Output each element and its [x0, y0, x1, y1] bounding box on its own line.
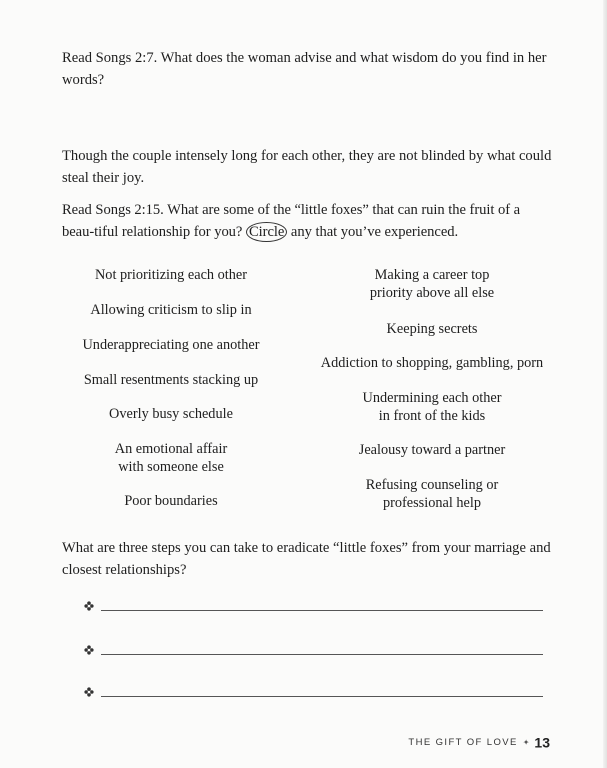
answer-line-2[interactable] [101, 654, 543, 655]
fox-item-line: in front of the kids [378, 408, 486, 424]
fox-item-line: Making a career top [374, 267, 490, 283]
fox-item-line: priority above all else [369, 285, 495, 301]
answer-line-1[interactable] [101, 610, 543, 611]
circled-word: Circle [246, 222, 287, 242]
fox-item-line: Undermining each other [362, 390, 502, 406]
fox-item-two-line [317, 389, 547, 425]
couple-paragraph: Though the couple intensely long for each other, they are not blinded by what could steal their joy. [62, 148, 552, 186]
fox-item-two-line [56, 440, 286, 476]
question2-text-before: Read Songs 2:15. What are some of the “little foxes” that can ruin the fruit of a beau-tiful relationship for you? [62, 202, 521, 240]
answer-row-2 [84, 645, 544, 661]
fox-item-two-line [317, 266, 547, 302]
question-three-steps: What are three steps you can take to eradicate “little foxes” from your marriage and closest relationships? [62, 540, 551, 578]
question-songs-2-15 [62, 199, 552, 243]
fox-item: Addiction to shopping, gambling, porn [320, 355, 544, 371]
fox-item [56, 371, 286, 389]
fox-item: Overly busy schedule [109, 406, 233, 422]
fox-item: Poor boundaries [124, 493, 218, 509]
page-footer [400, 733, 550, 753]
book-title: THE GIFT OF LOVE [408, 736, 518, 748]
page-number: 13 [534, 734, 550, 751]
page-edge-shadow [603, 0, 607, 768]
answer-row-3 [84, 687, 544, 703]
answer-line-3[interactable] [101, 696, 543, 697]
fox-item: Underappreciating one another [82, 337, 260, 353]
flower-bullet-icon [84, 601, 94, 611]
fox-item: Keeping secrets [386, 321, 478, 337]
question2-text-after: any that you’ve experienced. [287, 224, 459, 240]
fox-item: Not prioritizing each other [94, 267, 248, 283]
flower-bullet-icon [84, 687, 94, 697]
fox-item: Allowing criticism to slip in [90, 302, 252, 318]
fox-item-line: professional help [382, 495, 482, 511]
fox-item: Jealousy toward a partner [358, 442, 506, 458]
question-songs-2-7: Read Songs 2:7. What does the woman advise and what wisdom do you find in her words? [62, 50, 547, 88]
fox-item-line: with someone else [118, 459, 224, 475]
diamond-separator-icon: ✦ [522, 737, 530, 747]
flower-bullet-icon [84, 645, 94, 655]
fox-item-line: Refusing counseling or [365, 477, 499, 493]
fox-item-label: Small resentments stacking up [83, 372, 259, 388]
answer-row-1 [84, 601, 544, 617]
fox-item-two-line [317, 476, 547, 512]
fox-item-line: An emotional affair [114, 441, 228, 457]
